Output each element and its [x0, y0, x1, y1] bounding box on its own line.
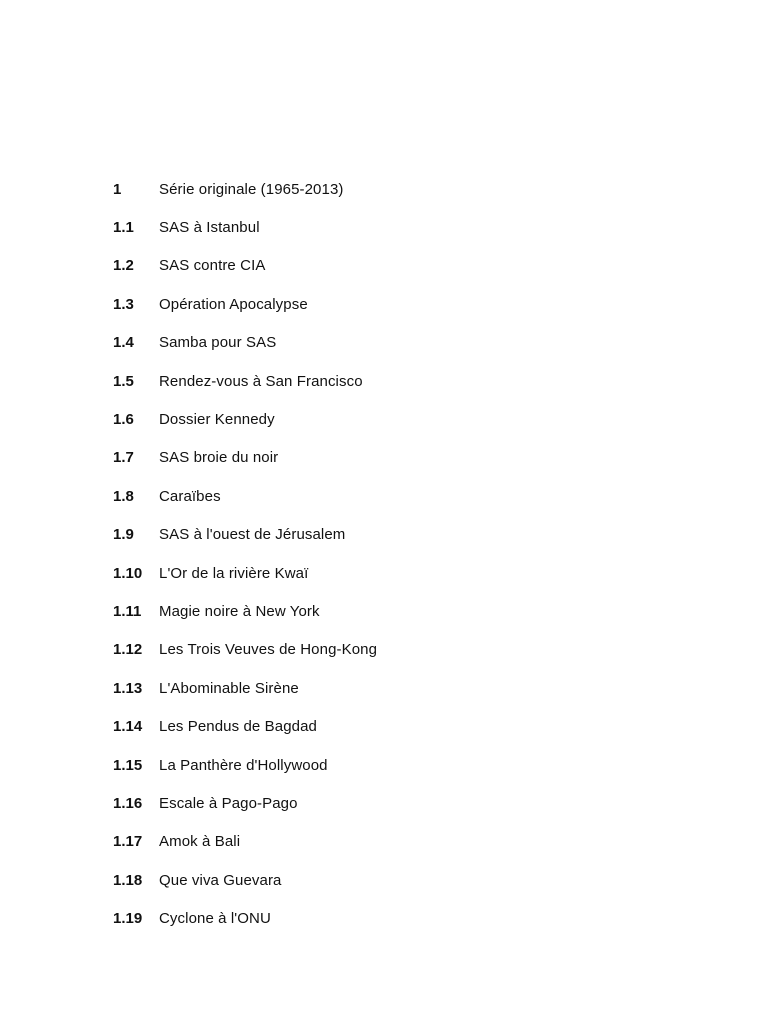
- toc-entry-number: 1.14: [113, 718, 143, 736]
- toc-entry: [113, 400, 673, 438]
- toc-entry-number: 1.13: [113, 679, 143, 697]
- toc-entry: [113, 707, 673, 745]
- table-of-contents: [113, 170, 673, 938]
- toc-entry-title: Escale à Pago-Pago: [159, 794, 298, 812]
- toc-entry-number: 1.12: [113, 641, 143, 659]
- toc-entry-number: 1.16: [113, 794, 143, 812]
- toc-entry: [113, 439, 673, 477]
- toc-entry-title: Caraïbes: [159, 487, 221, 505]
- toc-entry-title: Dossier Kennedy: [159, 411, 275, 429]
- toc-entry-title: Les Pendus de Bagdad: [159, 718, 317, 736]
- toc-entry: [113, 823, 673, 861]
- toc-entry-number: 1.4: [113, 334, 134, 352]
- toc-entry: [113, 861, 673, 899]
- toc-entry-number: 1.19: [113, 910, 143, 928]
- toc-entry-number: 1.10: [113, 564, 143, 582]
- toc-entry-number: 1.15: [113, 756, 143, 774]
- toc-entry: [113, 324, 673, 362]
- toc-entry: [113, 285, 673, 323]
- toc-entry-number: 1.2: [113, 257, 134, 275]
- toc-entry: [113, 362, 673, 400]
- toc-entry-number: 1.11: [113, 602, 142, 620]
- toc-entry-title: Opération Apocalypse: [159, 295, 308, 313]
- toc-entry-number: 1.9: [113, 526, 134, 544]
- toc-entry: [113, 170, 673, 208]
- toc-entry: [113, 669, 673, 707]
- toc-entry-number: 1.17: [113, 833, 143, 851]
- toc-entry-number: 1.7: [113, 449, 134, 467]
- toc-entry-title: L'Abominable Sirène: [159, 679, 299, 697]
- toc-entry-title: Samba pour SAS: [159, 334, 277, 352]
- toc-entry-number: 1.1: [113, 219, 134, 237]
- toc-entry-title: Que viva Guevara: [159, 871, 282, 889]
- toc-entry-number: 1.3: [113, 295, 134, 313]
- toc-entry: [113, 746, 673, 784]
- toc-entry-title: Rendez-vous à San Francisco: [159, 372, 363, 390]
- toc-entry: [113, 477, 673, 515]
- toc-entry-number: 1.5: [113, 372, 134, 390]
- toc-entry-title: Cyclone à l'ONU: [159, 910, 271, 928]
- toc-entry: [113, 899, 673, 937]
- toc-entry-number: 1.18: [113, 871, 143, 889]
- toc-entry: [113, 554, 673, 592]
- toc-entry: [113, 592, 673, 630]
- toc-entry-title: SAS à Istanbul: [159, 219, 260, 237]
- toc-entry-title: Magie noire à New York: [159, 602, 320, 620]
- toc-entry-title: SAS broie du noir: [159, 449, 279, 467]
- toc-entry-title: La Panthère d'Hollywood: [159, 756, 328, 774]
- toc-entry: [113, 247, 673, 285]
- toc-entry-number: 1: [113, 180, 122, 198]
- toc-entry-title: L'Or de la rivière Kwaï: [159, 564, 309, 582]
- toc-entry-number: 1.8: [113, 487, 134, 505]
- toc-entry-title: Série originale (1965-2013): [159, 180, 344, 198]
- toc-entry-title: Amok à Bali: [159, 833, 241, 851]
- toc-entry: [113, 631, 673, 669]
- toc-entry-number: 1.6: [113, 411, 134, 429]
- toc-entry: [113, 784, 673, 822]
- toc-entry-title: Les Trois Veuves de Hong-Kong: [159, 641, 378, 659]
- toc-entry: [113, 208, 673, 246]
- toc-entry-title: SAS contre CIA: [159, 257, 266, 275]
- toc-entry-title: SAS à l'ouest de Jérusalem: [159, 526, 346, 544]
- toc-entry: [113, 516, 673, 554]
